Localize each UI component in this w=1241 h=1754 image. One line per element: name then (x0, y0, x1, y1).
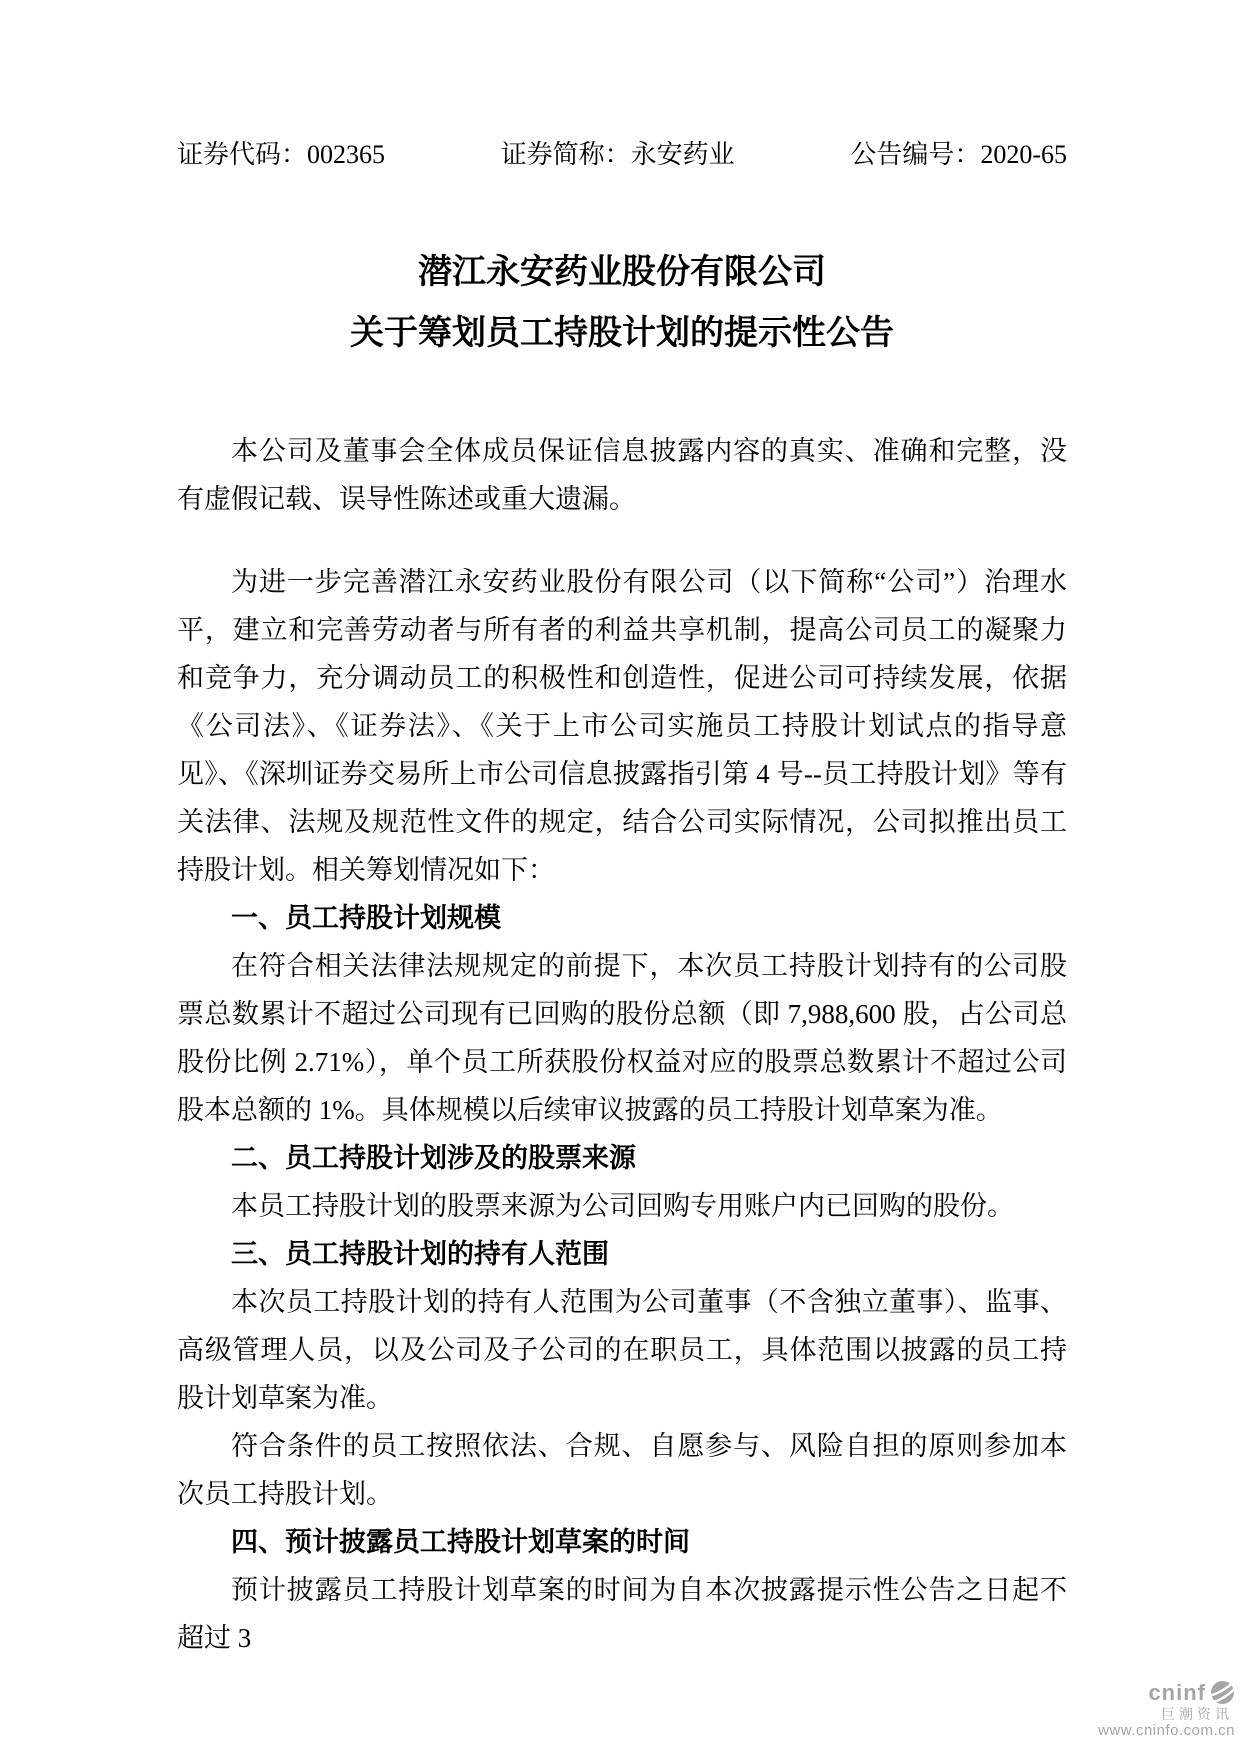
section-heading-4: 四、预计披露员工持股计划草案的时间 (231, 1527, 690, 1557)
section-heading-2: 二、员工持股计划涉及的股票来源 (231, 1143, 636, 1173)
announcement-number: 公告编号：2020-65 (850, 140, 1067, 169)
paragraph-participation-principle: 符合条件的员工按照依法、合规、自愿参与、风险自担的原则参加本次员工持股计划。 (177, 1431, 1067, 1509)
announcement-title: 关于筹划员工持股计划的提示性公告 (350, 314, 894, 352)
cninfo-globe-icon (1210, 1680, 1235, 1705)
paragraph-plan-scale: 在符合相关法律法规规定的前提下，本次员工持股计划持有的公司股票总数累计不超过公司现有已回购的股份总额（即 7,988,600 股，占公司总股份比例 2.71%），单个员工所获股份权益对应的股票总数累计不超过公司股本总额的 1%。具体规模以后续审议披露的员工持股计划草案为准。 (177, 951, 1067, 1125)
paragraph-holder-scope: 本次员工持股计划的持有人范围为公司董事（不含独立董事）、监事、高级管理人员，以及公司及子公司的在职员工，具体范围以披露的员工持股计划草案为准。 (177, 1287, 1067, 1413)
company-name-title: 潜江永安药业股份有限公司 (418, 253, 826, 291)
cninfo-logo-row (1098, 1680, 1235, 1705)
document-header (177, 140, 1067, 170)
paragraph-disclosure-time: 预计披露员工持股计划草案的时间为自本次披露提示性公告之日起不超过 3 (177, 1575, 1067, 1653)
section-heading-1: 一、员工持股计划规模 (231, 903, 501, 933)
paragraph-disclaimer: 本公司及董事会全体成员保证信息披露内容的真实、准确和完整，没有虚假记载、误导性陈述或重大遗漏。 (177, 436, 1067, 514)
paragraph-stock-source: 本员工持股计划的股票来源为公司回购专用账户内已回购的股份。 (231, 1191, 1014, 1221)
cninfo-watermark (1098, 1680, 1235, 1740)
paragraph-intro: 为进一步完善潜江永安药业股份有限公司（以下简称“公司”）治理水平，建立和完善劳动者与所有者的利益共享机制，提高公司员工的凝聚力和竞争力，充分调动员工的积极性和创造性，促进公司可持续发展，依据《公司法》、《证券法》、《关于上市公司实施员工持股计划试点的指导意见》、《深圳证券交易所上市公司信息披露指引第 4 号--员工持股计划》等有关法律、法规及规范性文件的规定，结合公司实际情况，公司拟推出员工持股计划。相关筹划情况如下： (177, 567, 1067, 885)
cninfo-url: www.cninfo.com.cn (1098, 1722, 1235, 1739)
stock-code: 证券代码：002365 (177, 140, 386, 169)
section-heading-3: 三、员工持股计划的持有人范围 (231, 1239, 609, 1269)
cninfo-logo-text: cninf (1148, 1679, 1206, 1705)
stock-name: 证券简称：永安药业 (500, 140, 735, 169)
cninfo-chinese-name: 巨潮资讯 (1161, 1706, 1233, 1722)
